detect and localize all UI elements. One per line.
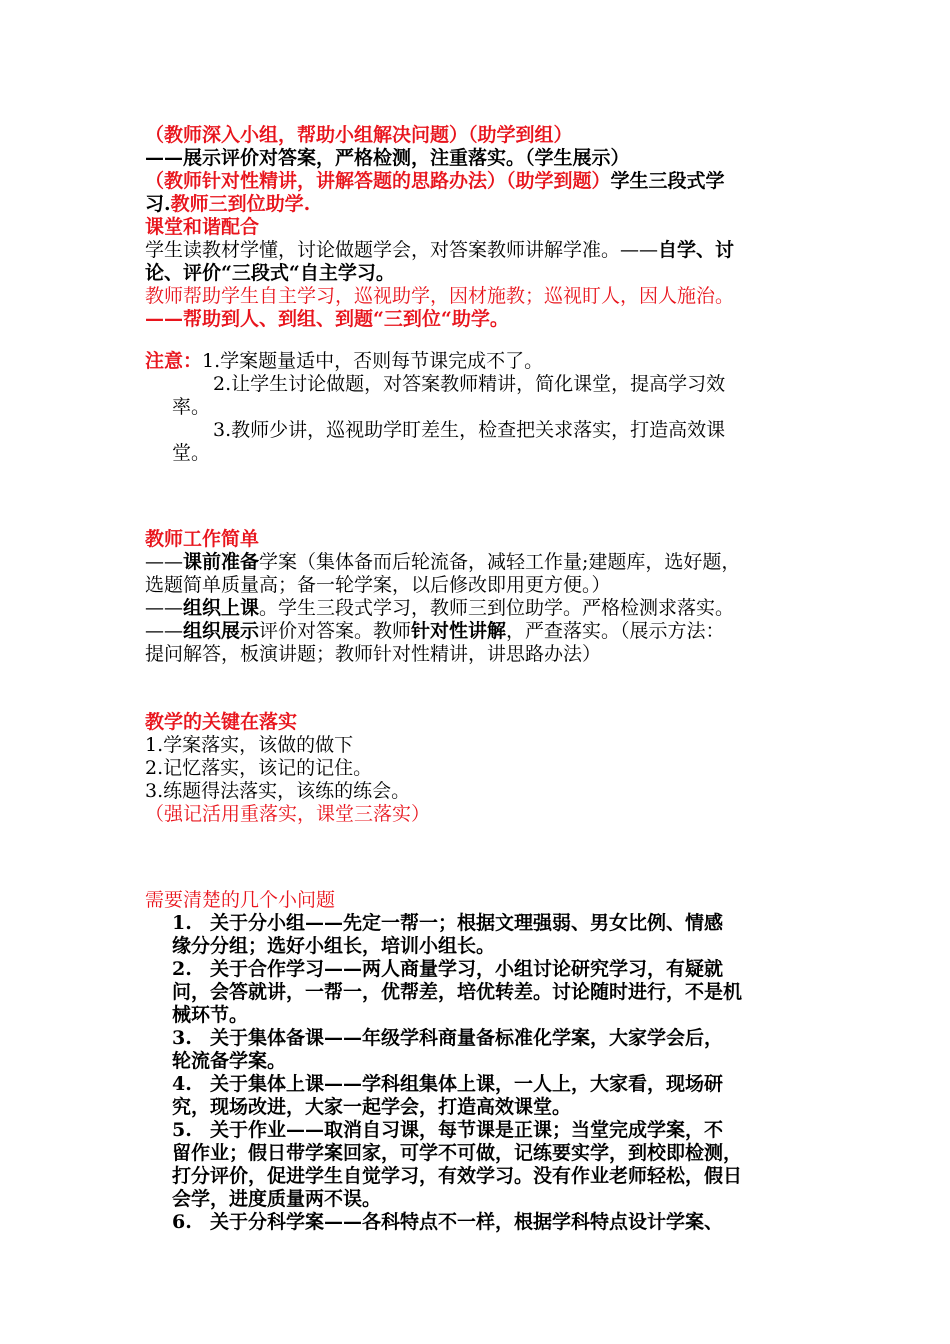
issue-number: 1. xyxy=(172,912,192,934)
section-heading: 需要清楚的几个小问题 xyxy=(145,889,336,911)
text-line: 论、评价“三段式“自主学习。 xyxy=(145,262,395,284)
issue-line: 打分评价，促进学生自觉学习，有效学习。没有作业老师轻松，假日 xyxy=(172,1165,743,1187)
red-note: （强记活用重落实，课堂三落实） xyxy=(145,803,431,825)
text-span: 学生读教材学懂，讨论做题学会，对答案教师讲解学准。—— xyxy=(145,239,659,261)
issue-line xyxy=(172,1073,723,1095)
note-item: 率。 xyxy=(172,396,211,418)
text-span: （教师针对性精讲，讲解答题的思路办法）（助学到题） xyxy=(145,170,611,192)
text-line xyxy=(145,193,310,215)
issue-line xyxy=(172,1211,723,1233)
text-span: 组织展示 xyxy=(183,620,260,642)
issue-line xyxy=(172,912,723,934)
text-line: （教师深入小组，帮助小组解决问题）（助学到组） xyxy=(145,124,573,146)
text-span: 针对性讲解 xyxy=(411,620,507,642)
text-line xyxy=(145,620,725,642)
text-line xyxy=(145,239,734,261)
list-item: 3.练题得法落实，该练的练会。 xyxy=(145,780,411,802)
notes-line xyxy=(145,350,543,372)
text-span: 。学生三段式学习，教师三到位助学。严格检测求落实。 xyxy=(259,597,735,619)
issue-text: 关于作业——取消自习课，每节课是正课；当堂完成学案，不 xyxy=(210,1119,724,1141)
text-line: 教师帮助学生自主学习，巡视助学，因材施教；巡视盯人，因人施治。 xyxy=(145,285,735,307)
text-span: ，严查落实。（展示方法： xyxy=(506,620,725,642)
issue-line: 缘分分组；选好小组长，培训小组长。 xyxy=(172,935,496,957)
text-span: 组织上课 xyxy=(183,597,260,619)
section-heading: 课堂和谐配合 xyxy=(145,216,260,238)
note-item: 2.让学生讨论做题，对答案教师精讲，简化课堂，提高学习效 xyxy=(213,373,726,395)
text-line: 选题简单质量高；备一轮学案，以后修改即用更方便。） xyxy=(145,574,611,596)
text-line: ——展示评价对答案，严格检测，注重落实。（学生展示） xyxy=(145,147,630,169)
section-heading: 教学的关键在落实 xyxy=(145,711,298,733)
text-span: —— xyxy=(145,620,183,642)
issue-line: 留作业；假日带学案回家，可学不可做，记练要实学，到校即检测， xyxy=(172,1142,743,1164)
issue-text: 关于分科学案——各科特点不一样，根据学科特点设计学案、 xyxy=(210,1211,724,1233)
text-line: 提问解答，板演讲题；教师针对性精讲，讲思路办法） xyxy=(145,643,602,665)
notes-label: 注意： xyxy=(145,350,203,372)
issue-text: 关于集体备课——年级学科商量备标准化学案，大家学会后， xyxy=(210,1027,724,1049)
issue-text: 关于分小组——先定一帮一；根据文理强弱、男女比例、情感 xyxy=(210,912,724,934)
text-span: 课前准备 xyxy=(183,551,260,573)
issue-number: 6. xyxy=(172,1211,192,1233)
issue-line xyxy=(172,1119,723,1141)
issue-line: 会学，进度质量两不误。 xyxy=(172,1188,382,1210)
issue-line xyxy=(172,958,723,980)
issue-number: 3. xyxy=(172,1027,192,1049)
text-span: —— xyxy=(145,597,183,619)
issue-line: 械环节。 xyxy=(172,1004,249,1026)
note-item: 堂。 xyxy=(172,442,211,464)
issue-number: 4. xyxy=(172,1073,192,1095)
text-line: ——帮助到人、到组、到题“三到位“助学。 xyxy=(145,308,509,330)
issue-number: 2. xyxy=(172,958,192,980)
text-span: —— xyxy=(145,551,183,573)
text-span: 自学、讨 xyxy=(658,239,735,261)
text-span: 教师三到位助学. xyxy=(170,193,311,215)
text-span: 学生三段式学 xyxy=(610,170,725,192)
text-line xyxy=(145,551,740,573)
text-span: 习. xyxy=(145,193,171,215)
list-item: 1.学案落实，该做的做下 xyxy=(145,734,354,756)
text-line xyxy=(145,597,734,619)
section-heading: 教师工作简单 xyxy=(145,528,260,550)
issue-text: 关于合作学习——两人商量学习，小组讨论研究学习，有疑就 xyxy=(210,958,724,980)
text-line xyxy=(145,170,725,192)
issue-text: 关于集体上课——学科组集体上课，一人上，大家看，现场研 xyxy=(210,1073,724,1095)
issue-line: 究，现场改进，大家一起学会，打造高效课堂。 xyxy=(172,1096,572,1118)
issue-number: 5. xyxy=(172,1119,192,1141)
issue-line: 轮流备学案。 xyxy=(172,1050,287,1072)
note-item: 3.教师少讲，巡视助学盯差生，检查把关求落实，打造高效课 xyxy=(213,419,726,441)
issue-line xyxy=(172,1027,723,1049)
list-item: 2.记忆落实，该记的记住。 xyxy=(145,757,373,779)
text-span: 学案（集体备而后轮流备，减轻工作量;建题库，选好题， xyxy=(259,551,741,573)
issue-line: 问，会答就讲，一帮一，优帮差，培优转差。讨论随时进行，不是机 xyxy=(172,981,743,1003)
text-span: 评价对答案。教师 xyxy=(259,620,412,642)
note-item: 1.学案题量适中，否则每节课完成不了。 xyxy=(202,350,544,372)
